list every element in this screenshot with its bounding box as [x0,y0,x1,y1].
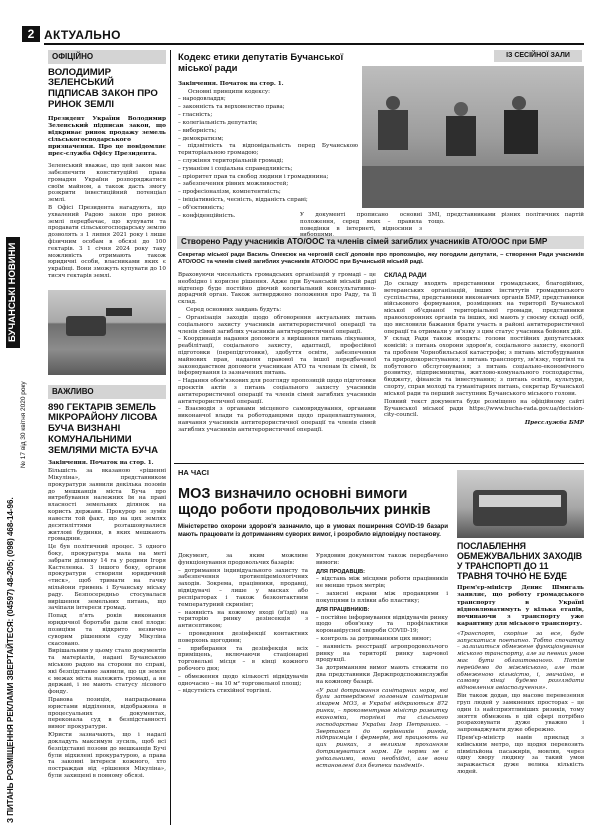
moz-quote: «У разі дотримання санітарних норм, які були затверджені головним санітарним лікарем МОЗ, в Україні відкриються 872 ринки, – прокоментував міністр розвитку економіки, торгівлі та сільського господарства України Ігор Петрашко. – Звертаюся до керівників ринків, підприємців і фермерів, які працюють на цих ринках, з великим проханням дотримуватися норм. Це норми не є унікальними, вони необхідні, але вони встановлені для безпеки пандемії». [316,687,448,769]
ethics-principle-item: – народовладдя; [178,96,226,103]
important-p5: Правова позиція, напрацьована юристами відділення, відображена в процесуальних документах, переконала суд в безпідставності вимог прокуратури. [48,697,166,731]
veterans-signature: Пресслужба БМР [524,420,584,427]
ethics-article [178,53,358,220]
important-article [48,385,166,781]
moz-s2: – захисні екрани між продавцями і покупцями із плівки або пластику; [316,591,448,604]
moz-l4: – прибирання та дезінфекція всіх приміщень, включаючи стаціонарні торговельні місця – в кінці кожного робочого дня; [178,645,308,672]
moz-s1: – відстань між місцями роботи працівників не менше трьох метрів; [316,576,448,590]
ethics-principle-item: – служіння територіальній громаді; [178,157,284,164]
veterans-title-bar [177,236,584,249]
ethics-principle-item: – гуманізм і соціальна справедливість; [178,165,293,172]
official-title: ВОЛОДИМИР ЗЕЛЕНСЬКИЙ ПІДПИСАВ ЗАКОН ПРО РИНОК ЗЕМЛІ [48,66,158,110]
moz-l3: – проведення дезінфекції контактних поверхонь щогодини; [178,630,308,644]
ethics-principles-list [178,96,358,219]
tractor-field-photo [48,290,166,375]
ethics-principle-item: – колегіальність депутатів; [178,119,258,126]
important-title: 890 ГЕКТАРІВ ЗЕМЕЛЬ МІКРОРАЙОНУ ЛІСОВА БУЧА ВИЗНАНІ КОМУНАЛЬНИМИ ЗЕМЛЯМИ МІСТА БУЧА [48,401,159,456]
bus-windows [479,495,561,507]
moz-r1: Урядовим документом також передбачено вимоги: [316,553,448,566]
ethics-principle-item: – пріоритет прав та свобод людини і громадянина; [178,173,329,180]
ad-phone-vertical: З ПИТАНЬ РОЗМІЩЕННЯ РЕКЛАМИ ЗВЕРТАЙТЕСЯ: (04597) 48-205; (098) 468-14-96. [6,497,15,823]
ethics-principle-item: – виборність; [178,127,217,134]
official-label: ОФІЦІЙНО [48,50,166,64]
ethics-principles-head: Основні принципи кодексу: [188,88,271,95]
page-number: 2 [22,26,40,42]
veterans-c2: У склад Ради також входять: голови постійних депутатських комісій: з питань охорони здоров'я, соціального захисту, екології та проблем Чорнобильської катастрофи; з питань містобудування та природокористування; з питань транспорту, зв'язку, торгівлі та побутового обслуговування; з питань соціально-економічного розвитку, підприємництва, житлово-комунального господарства, бюджету, фінансів та інвестування; з питань освіти, культури, спорту, справ молоді та гуманітарних питань, секретар Бучанської міської ради та перший заступник Бучанського міського голови. [384,336,584,397]
veterans-tasks-head: Серед основних завдань будуть: [186,307,282,314]
important-p4: Вирішальним у цьому стало документів та матеріалів, надані Бучанською міською радою на сторони по справі, які безпідставно заявили, що ця земля є межах міста належить громаді, а не державі, і не мають статусу лісового фонду. [48,648,166,696]
important-intro: Закінчення. Початок на стор. 1. [48,460,154,467]
moz-l2: – наявність на кожному вході (в'їзді) на територію ринку дезінсекція з антисептиком; [178,609,308,630]
transport-p2: Прем'єр-міністр навів приклад з київським метро, що щодня перевозить півмільйона пасажирів, мовляв, через одну хвору людину за такий умов заражається дуже велика кількість людей. [457,734,584,775]
transport-quote: «Транспорт, скоріше за все, буде запускатися поетапно. Тобто спочатку – залишиться обмежене функціонування міського транспорту, але за певних умов має бути облаштованого. Потім перейдемо до міжміського, але там обмеженою кількістю, і, звичайно, в самому кінці будемо розглядати відновлення авіасполучення». [457,630,584,692]
ethics-principle-item: – демократизм; [178,135,224,142]
ethics-principle-item: – законність та верховенство права; [178,104,285,111]
person-head-1 [386,96,400,110]
session-hall-photo [362,66,584,208]
horizontal-rule [174,463,584,464]
veterans-col2 [384,272,584,428]
ethics-caption-right: ЗМІ, представниками різних політичних партій тощо. [428,212,584,225]
moz-w3: – наявність реєстрації агропродовольчого ринку на території ринку харчової продукції. [316,643,448,664]
session-tag: ІЗ СЕСІЙНОЇ ЗАЛИ [494,50,582,62]
issue-vertical: № 17 від 30 квітня 2020 року [20,381,27,468]
moz-workers-head: ДЛЯ ПРАЦІВНИКІВ: [316,606,370,613]
ethics-title: Кодекс етики депутатів Бучанської міської ради [178,52,344,74]
ethics-principle-item: – забезпечення рівних можливостей; [178,181,289,188]
combine-shape [66,316,106,336]
veterans-c1: До складу входять представники громадських, благодійних, ветеранських організацій, інших інститутів громадянського суспільства, представники виконавчих органів БМР, представники військового формування, розміщених на території Бучанської міської об'єднаної територіальної громади, представники правоохоронних органів та інших, які мають у своєму складі осіб, що висловили бажання брати участь в районі антитерористичної операції та отримали у зв'язку з цим статус учасника бойових дій. [384,280,584,335]
veterans-council-head: СКЛАД РАДИ [384,272,427,279]
moz-title: МОЗ визначило основні вимоги щодо роботи продовольчих ринків [178,486,431,519]
ethics-principle-item: – конфіденційність. [178,212,236,219]
veterans-title: Створено Раду учасників АТО/ООС та членів сімей загиблих учасників АТО/ООС при БМР [181,237,548,246]
combine-header [106,308,132,316]
na-chasi-label: НА ЧАСІ [178,468,209,477]
veterans-c3: Повний текст документа буде розміщено на офіційному сайті Бучанської міської ради https://www.bucha-rada.gov.ua/decision-city-council. [384,398,584,419]
header-rule [44,43,584,45]
official-lead: Президент України Володимир Зеленський підписав закон, що відкриває ринок продажу земель сільськогосподарського призначення. Про це повідомляє прес-служба Офісу Президента. [48,115,166,157]
person-body-1 [378,110,408,150]
moz-col1 [178,553,308,696]
moz-l5: – обмеження щодо кількості відвідувачів одночасно – на 10 м² торговельної площі; [178,673,308,687]
moz-p1: Документ, за яким можливе функціонування продовольчих базарів: [178,553,308,566]
transport-title: ПОСЛАБЛЕННЯ ОБМЕЖУВАЛЬНИХ ЗАХОДІВ У ТРАНСПОРТІ ДО 11 ТРАВНЯ ТОЧНО НЕ БУДЕ [457,541,583,581]
veterans-t4: – Взаємодія з органами місцевого самоврядування, органами виконавчої влади та роботодавцями щодо працевлаштування, навчання учасників антитерористичної операції та членів сімей загиблих учасників антитерористичної операції. [178,406,376,433]
side-strip [6,48,36,825]
important-label: ВАЖЛИВО [48,385,166,399]
moz-col2 [316,553,448,770]
veterans-col1 [178,272,376,435]
important-p1: Більшість за вказаною «рішенні Мікуліна», представником прокуратури заявили декілька позовів до мешканців міста Буча про витребування належних їм на праві власності земельних ділянок на користь держави. Прокурор не зумів навести той факт, що на цих землях десятиліттями розташовувалися житлові будинки, в яких мешкають громадяни. [48,468,166,543]
person-head-3 [512,96,526,110]
ethics-caption-left: У документі прописано основні положення, серед яких – правила поведінки в інтернеті, відносини з [300,212,422,232]
transport-lead: Прем'єр-міністр Денис Шмигаль заявляє, що роботу громадського транспорту в Україні відновлюватимуть у кілька етапів, починаючи з транспорту уже карантину для міського транспорту. [457,585,584,627]
ethics-principle-item: – ініціативність, чесність, відданість справі; [178,197,308,204]
brand-vertical: БУЧАНСЬКІ НОВИНИ [6,237,20,348]
moz-w1: – постійне інформування відвідувачів ринку щодо обов'язку та профілактики коронавірусної хвороби COVID-19; [316,614,448,635]
ethics-intro: Закінчення. Початок на стор. 1. [178,80,284,87]
moz-r2: За дотриманням вимог мають стежити по два представники Держпродспоживслужби на кожному базарі. [316,665,448,685]
moz-lead: Міністерство охорони здоров'я зазначило, що в умовах поширення COVID-19 базари мають працювати із дотриманням суворих вимог, і розробило відповідну постанову. [178,523,448,538]
veterans-lead: Секретар міської ради Василь Олексюк на черговій сесії доповів про пропозицію, яку погодили депутати, – створення Ради учасників АТО/ООС та членів сімей загиблих учасників АТО/ООС при Бучанській міській раді. [178,252,584,266]
important-p6: Юристи зазначають, що і надалі докладуть максимум зусиль, щоб всі безпідставні позови до мешканців Бучі були відхилені прокуратурою, а права та законні інтереси кожного, хто постраждав від «рішення Мікуліна», були захищені в повному обсязі. [48,732,166,779]
ethics-principle-item: – гласність; [178,112,213,119]
transport-article [457,542,584,777]
official-p2: В Офісі Президента нагадують, що ухвалений Радою закон про ринок землі передбачає, що купувати та продавати сільськогосподарську землю дозволять з 1 липня 2021 року і лише фізичним особам в обсязі до 100 гектарів. З 1 січня 2024 року таку можливість отримають також юридичні особи, власниками яких є українці. Вони зможуть купувати до 10 тисяч гектарів землі. [48,204,166,280]
person-body-3 [504,110,538,154]
column-divider-2 [170,380,171,825]
column-divider [170,50,171,380]
veterans-p1: Враховуючи чисельність громадських організацій у громаді – це необхідно і корисне рішення. Адже при Бучанській міській раді відтепер буде постійно діючий колегіальний консультативно-дорадчий орган. Також затверджено положення про Раду, та її склад. [178,272,376,306]
desk-row [362,166,584,208]
veterans-t1: – Організація заходів щодо обговорення актуальних питань соціального захисту учасників антитерористичної операції та членів сімей загиблих учасників антитерористичної операції. [178,314,376,335]
person-body-2 [446,116,476,156]
moz-l1: – дотримання індивідуального захисту та забезпечення протиепідеміологічних заходів. Зокрема, працівники, продавці, відвідувачі – лише у масках або респіраторах і також безконтактним температурний скринінг; [178,567,308,608]
moz-w2: – контроль за дотриманням цих вимог; [316,635,432,642]
moz-l6: – відсутність стихійної торгівлі. [178,688,272,695]
bus-photo [457,470,584,538]
person-head-2 [454,102,468,116]
ethics-principle-item: – підзвітність та відповідальність перед Бучанською територіальною громадою; [178,143,358,157]
transport-p1: Він також додав, що масове перевезення груп людей у замкнених просторах – це один із найсприятливіших ризиків, тому зняття обмежень в цій сфері потрібно розраховувати дуже уважно і запроваджувати дуже обережно. [457,693,584,734]
moz-sellers-head: ДЛЯ ПРОДАВЦІВ: [316,568,366,575]
veterans-t3: – Надання обов'язкових для розгляду пропозицій щодо підготовки проєктів актів з питань соціального захисту учасників антитерористичної операції та членів сімей загиблих учасників антитерористичної операції. [178,378,376,405]
official-p1: Зеленський вважає, що цей закон має забезпечити конституційні права громадян України розпоряджатися своїм майном, а також дасть змогу розкрити інвестиційний потенціал землі. [48,163,166,204]
important-p2: Це був політичний процес. З одного боку, прокуратура мала на меті забрати ділянку 14 га у родини Ігоря Кастеленка. З іншого боку, органи прокуратури створили юридичний «тиск», щоб тримати на гачку мільйони гривень і Бучанську міську раду. Безпосередньо стосувалася вирішення земельних питань, що зачіпали інтереси громад. [48,544,166,612]
ethics-principle-item: – професіоналізм, компетентність; [178,189,281,196]
official-article [48,50,166,281]
important-p3: Попад п'ять років виконання юридичної боротьби дали свої плоди: позиціям та відкрито незвично суворим рішенням суду Мікуліна скасовано. [48,613,166,647]
veterans-t2: – Координація надання допомоги з вирішення питань лікування, реабілітації, соціального захисту, адаптації, професійної підготовки (перепідготовки), здобуття освіти, забезпечення майнових прав, надання правової та іншої передбаченої законодавством допомоги учасникам АТО та членам їх сімей, їх інформування із зазначених питань. [178,336,376,377]
rubric-title: АКТУАЛЬНО [44,28,121,42]
ethics-principle-item: – об'єктивність; [178,204,225,211]
